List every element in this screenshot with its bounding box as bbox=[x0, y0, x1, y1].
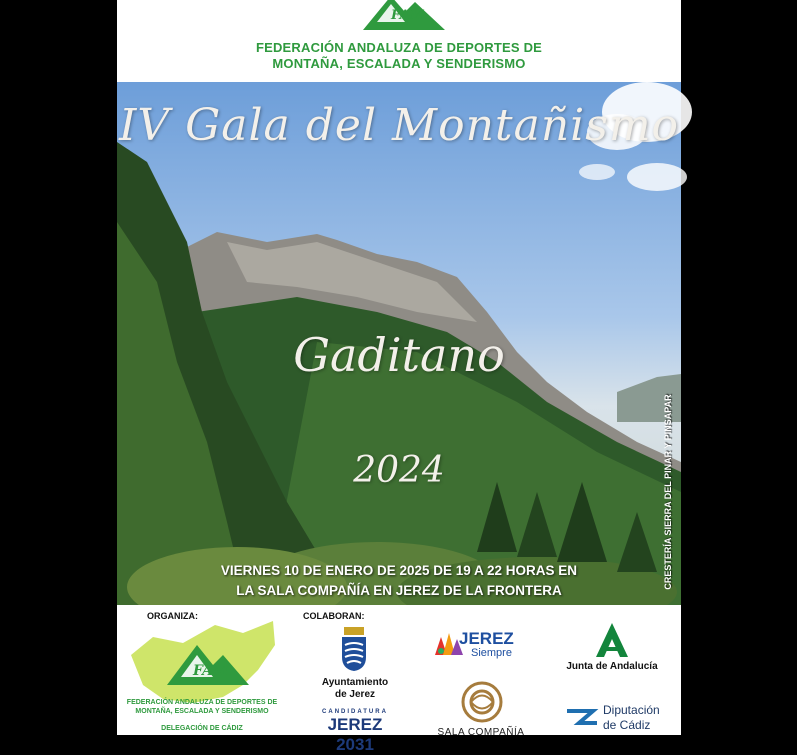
fam-cadiz-logo-text: FAM bbox=[193, 663, 229, 679]
colaboran-label: COLABORAN: bbox=[303, 611, 365, 621]
poster bbox=[117, 0, 681, 754]
junta-andalucia-text: Junta de Andalucía bbox=[566, 661, 658, 672]
header bbox=[117, 0, 681, 82]
jerez-coat-of-arms-icon bbox=[339, 625, 369, 673]
gala-title: IV Gala del Montañismo bbox=[118, 100, 680, 151]
diputacion-cadiz-icon bbox=[565, 705, 599, 729]
gala-year: 2024 bbox=[353, 450, 445, 491]
jerez-logo-text: JEREZ bbox=[459, 629, 514, 648]
siempre-logo-text: Siempre bbox=[471, 647, 512, 659]
fam-logo-text: FAM bbox=[391, 8, 424, 23]
federation-name-line2: MONTAÑA, ESCALADA Y SENDERISMO bbox=[272, 56, 526, 71]
junta-andalucia-icon bbox=[592, 621, 632, 659]
jerez-2031-logo: JEREZ 2031 bbox=[327, 715, 383, 754]
organizer-line2: MONTAÑA, ESCALADA Y SENDERISMO bbox=[135, 708, 269, 715]
diputacion-line1: Diputación bbox=[603, 703, 660, 717]
mountain-photo bbox=[117, 82, 681, 605]
event-date: VIERNES 10 DE ENERO DE 2025 DE 19 A 22 HORAS EN bbox=[220, 563, 578, 578]
sala-compania-text: SALA COMPAÑÍA bbox=[437, 727, 525, 738]
fam-mountain-logo bbox=[353, 0, 453, 32]
sala-compania-emblem-icon bbox=[461, 681, 503, 723]
organiza-label: ORGANIZA: bbox=[147, 611, 198, 621]
footer bbox=[117, 605, 681, 754]
candidatura-label: CANDIDATURA bbox=[322, 709, 388, 715]
federation-name-line1: FEDERACIÓN ANDALUZA DE DEPORTES DE bbox=[255, 40, 543, 55]
organizer-line1: FEDERACIÓN ANDALUZA DE DEPORTES DE bbox=[126, 699, 278, 706]
photo-credit: CRESTERÍA SIERRA DEL PINAR Y PINSAPAR bbox=[663, 394, 673, 590]
event-venue: LA SALA COMPAÑÍA EN JEREZ DE LA FRONTERA bbox=[236, 583, 562, 598]
ayuntamiento-line1: Ayuntamiento bbox=[321, 677, 389, 688]
ayuntamiento-line2: de Jerez bbox=[334, 689, 376, 700]
diputacion-line2: de Cádiz bbox=[603, 718, 651, 732]
organizer-delegation: DELEGACIÓN DE CÁDIZ bbox=[161, 725, 243, 732]
gala-subtitle: Gaditano bbox=[293, 328, 505, 382]
